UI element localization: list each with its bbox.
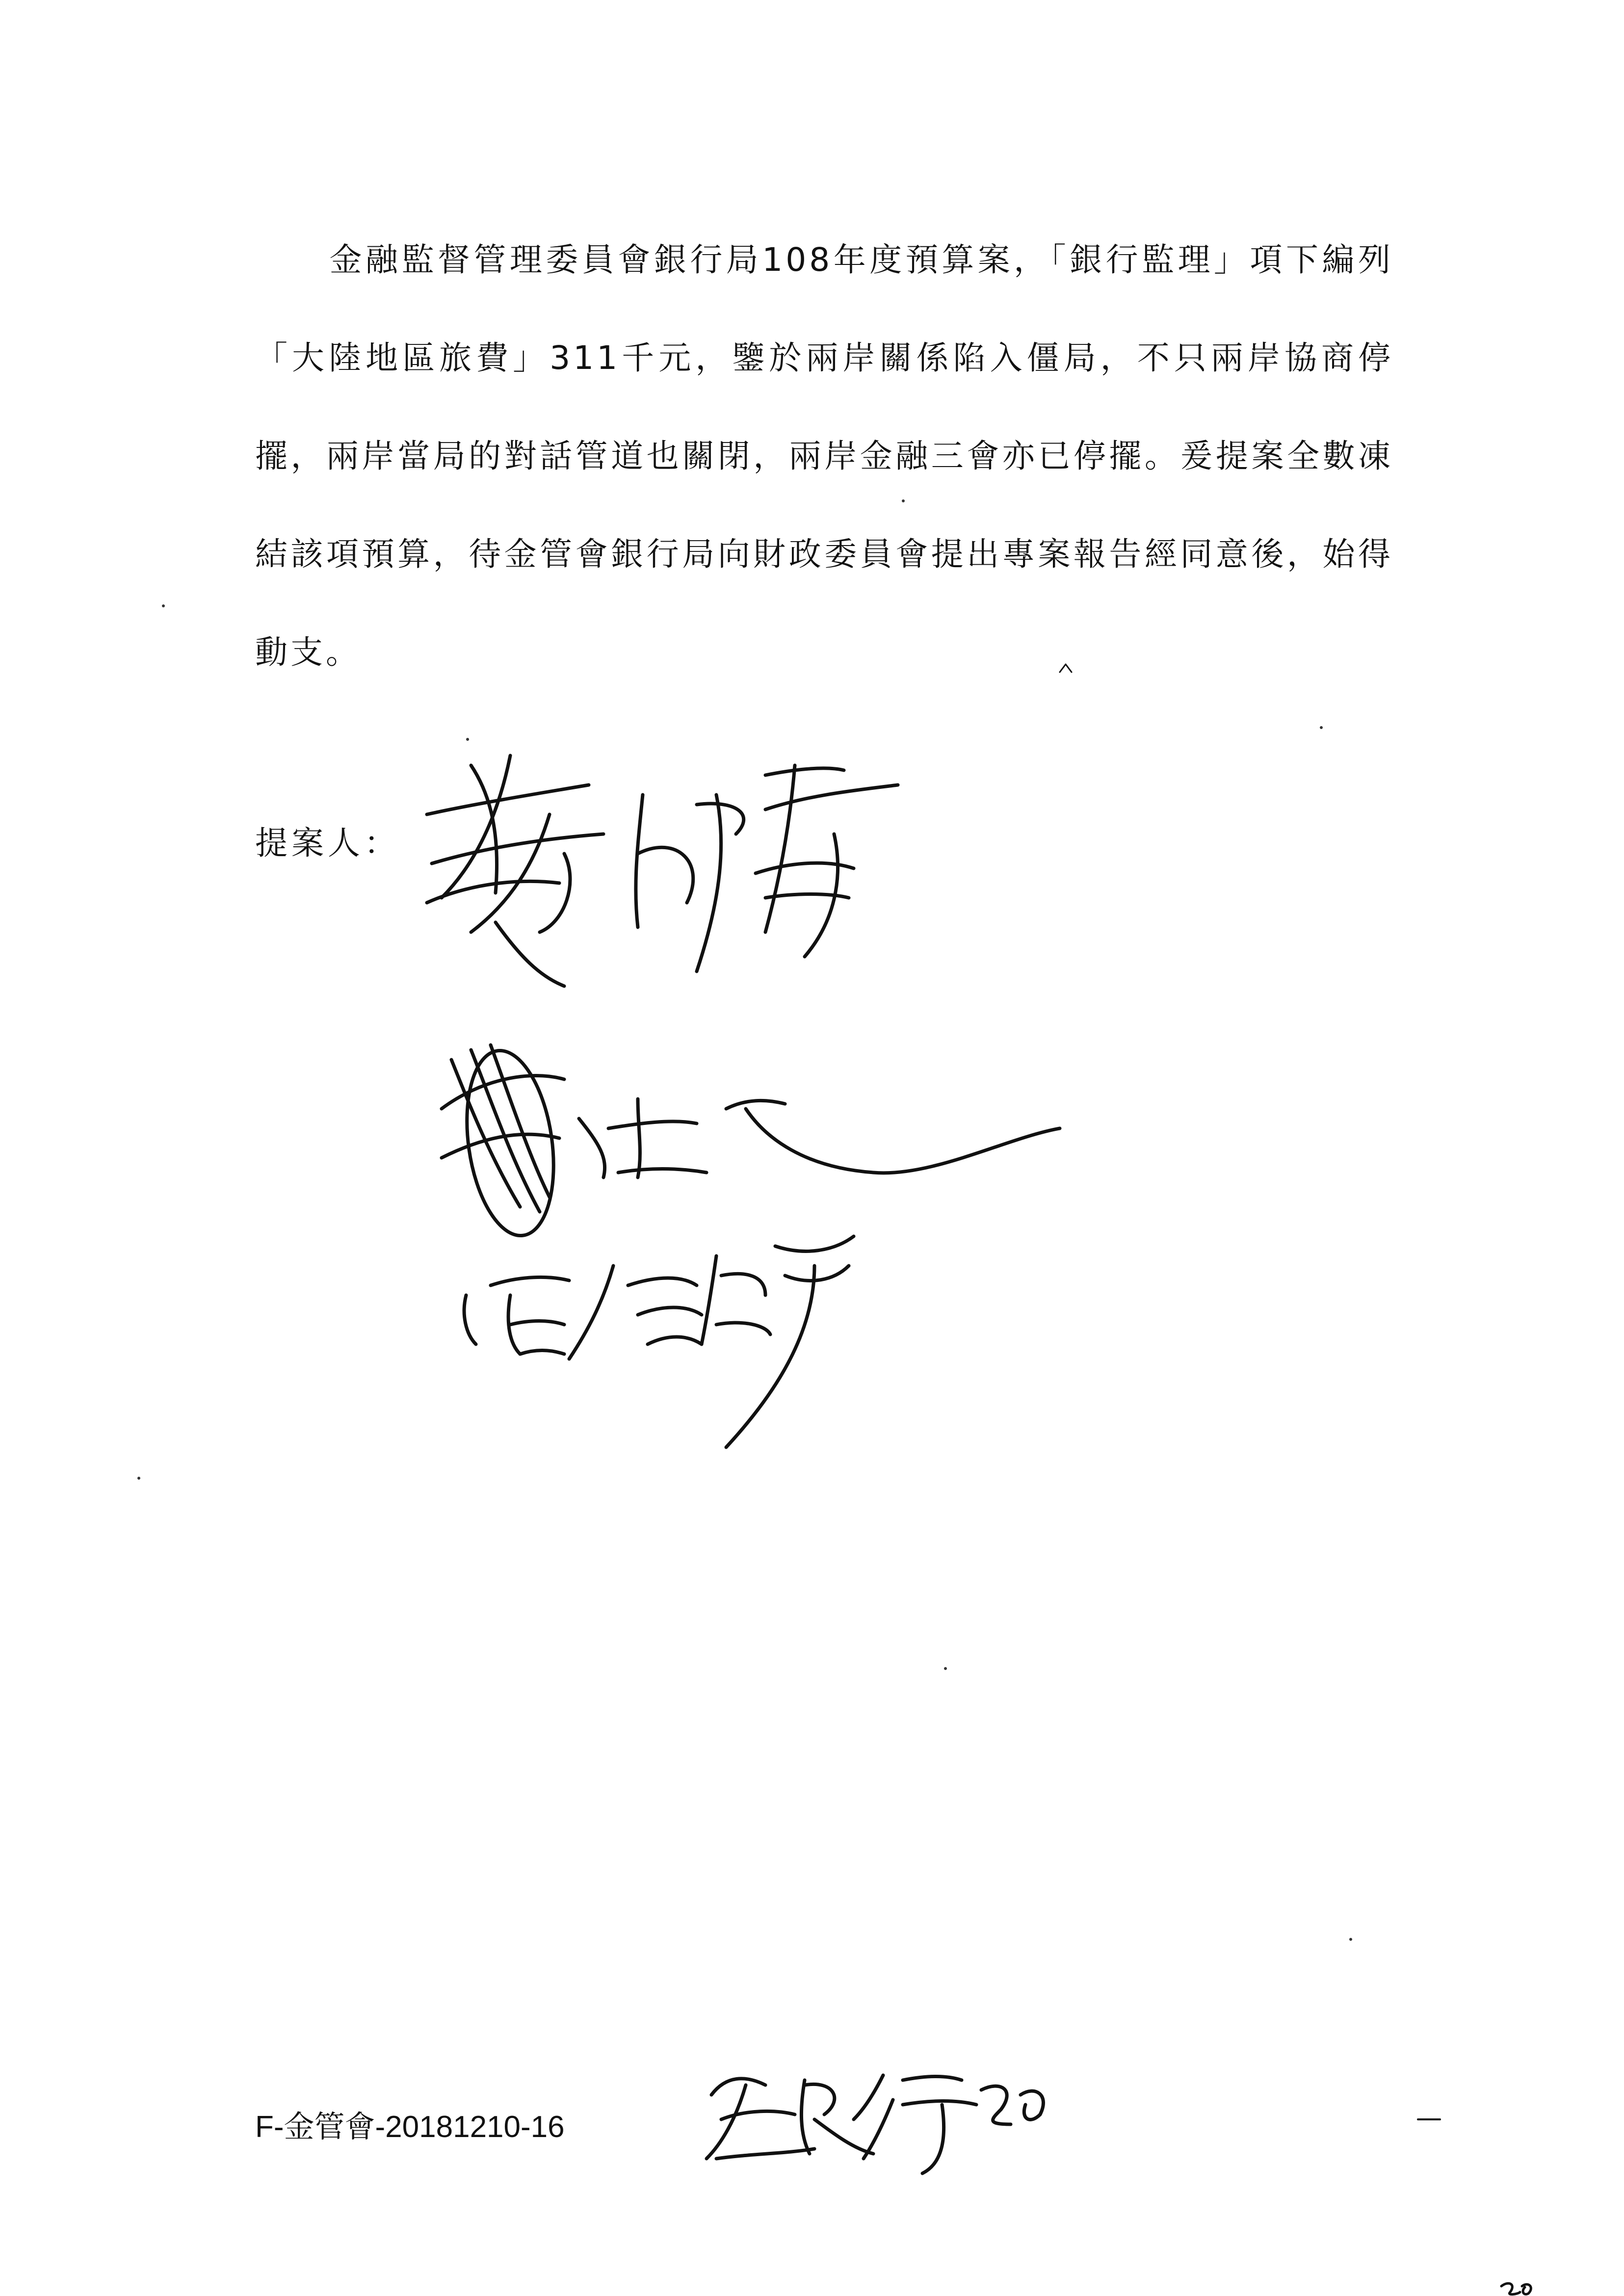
scan-speck	[944, 1667, 947, 1670]
scan-speck	[162, 604, 165, 607]
signature-2	[442, 1045, 1060, 1241]
proposal-text: 金融監督管理委員會銀行局108年度預算案，「銀行監理」項下編列「大陸地區旅費」311千元，鑒於兩岸關係陷入僵局，不只兩岸協商停擺，兩岸當局的對話管道也關閉，兩岸金融三會亦已停擺。爰提案全數凍結該項預算，待金管會銀行局向財政委員會提出專案報告經同意後，始得動支。	[255, 241, 1393, 671]
caret-mark	[1060, 664, 1072, 672]
footer-document-code: F-金管會-20181210-16	[255, 2110, 565, 2144]
scan-speck	[466, 738, 469, 741]
scan-speck	[1349, 1938, 1352, 1941]
proposer-label: 提案人：	[255, 824, 400, 862]
signature-1	[427, 756, 898, 986]
handwritten-stamp	[707, 2075, 1043, 2173]
scan-speck	[137, 1477, 140, 1480]
signature-3	[464, 1236, 854, 1447]
scan-speck	[902, 499, 905, 502]
scan-speck	[1320, 726, 1323, 729]
page-corner-mark	[1501, 2283, 1531, 2294]
